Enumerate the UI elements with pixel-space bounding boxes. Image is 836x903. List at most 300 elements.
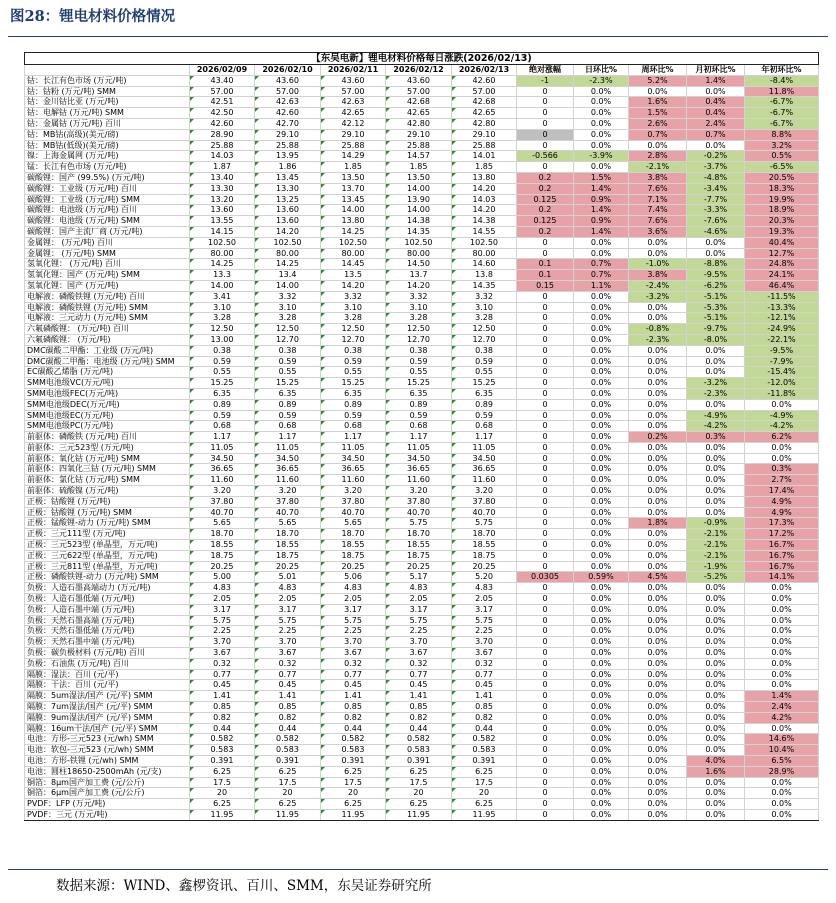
price-cell: 11.05 <box>190 442 255 453</box>
week-change-cell: 2.8% <box>629 151 687 162</box>
day-change-cell: 1.4% <box>574 205 629 216</box>
price-cell: 3.10 <box>452 302 517 313</box>
price-cell: 0.582 <box>452 734 517 745</box>
price-cell: 34.50 <box>321 453 386 464</box>
day-change-cell: 0.0% <box>574 529 629 540</box>
price-cell: 0.32 <box>386 658 452 669</box>
day-change-cell: -2.3% <box>574 75 629 86</box>
week-change-cell: 0.0% <box>629 496 687 507</box>
abs-change-cell: 0.125 <box>517 216 574 227</box>
week-change-cell: 0.7% <box>629 129 687 140</box>
month-change-cell: -4.6% <box>687 226 745 237</box>
price-cell: 0.89 <box>255 399 321 410</box>
ytd-change-cell: -15.4% <box>745 367 819 378</box>
table-row <box>25 313 819 324</box>
month-change-cell: -6.2% <box>687 280 745 291</box>
table-row <box>25 172 819 183</box>
row-label: 氢氧化锂：国产 (万元/吨) SMM <box>25 270 190 281</box>
price-cell: 6.25 <box>386 766 452 777</box>
price-cell: 0.82 <box>255 712 321 723</box>
price-cell: 3.70 <box>321 637 386 648</box>
price-cell: 42.63 <box>321 97 386 108</box>
price-cell: 3.32 <box>321 291 386 302</box>
table-row <box>25 442 819 453</box>
row-label: 负极：天然石墨低端 (万元/吨) <box>25 626 190 637</box>
abs-change-cell: 0 <box>517 507 574 518</box>
price-cell: 0.38 <box>452 345 517 356</box>
table-row <box>25 388 819 399</box>
ytd-change-cell: -6.5% <box>745 162 819 173</box>
abs-change-cell: 0.2 <box>517 183 574 194</box>
price-cell: 0.77 <box>452 669 517 680</box>
week-change-cell: 0.0% <box>629 702 687 713</box>
table-row <box>25 367 819 378</box>
header-cell: 月初环比% <box>687 65 745 76</box>
price-cell: 13.7 <box>386 270 452 281</box>
price-cell: 4.83 <box>452 583 517 594</box>
price-cell: 14.57 <box>386 151 452 162</box>
price-cell: 13.80 <box>452 172 517 183</box>
month-change-cell: 0.0% <box>687 745 745 756</box>
price-cell: 14.20 <box>255 226 321 237</box>
week-change-cell: 0.0% <box>629 615 687 626</box>
row-label: 负极：人造石墨低端 (万元/吨) <box>25 594 190 605</box>
table-row <box>25 162 819 173</box>
price-cell: 20 <box>452 788 517 799</box>
table-row <box>25 604 819 615</box>
price-cell: 6.25 <box>386 799 452 810</box>
price-cell: 5.06 <box>321 572 386 583</box>
month-change-cell: -1.9% <box>687 561 745 572</box>
abs-change-cell: 0 <box>517 518 574 529</box>
abs-change-cell: 0 <box>517 345 574 356</box>
price-cell: 20 <box>386 788 452 799</box>
week-change-cell: 3.8% <box>629 172 687 183</box>
price-cell: 0.59 <box>190 410 255 421</box>
ytd-change-cell: 0.0% <box>745 626 819 637</box>
week-change-cell: 0.0% <box>629 788 687 799</box>
price-cell: 3.28 <box>255 313 321 324</box>
day-change-cell: 0.0% <box>574 745 629 756</box>
month-change-cell: 0.0% <box>687 604 745 615</box>
price-cell: 3.70 <box>452 637 517 648</box>
week-change-cell: 0.0% <box>629 399 687 410</box>
abs-change-cell: 0 <box>517 496 574 507</box>
abs-change-cell: 0 <box>517 745 574 756</box>
price-cell: 13.25 <box>255 194 321 205</box>
price-cell: 29.10 <box>255 129 321 140</box>
price-cell: 0.59 <box>452 410 517 421</box>
price-cell: 102.50 <box>321 237 386 248</box>
month-change-cell: 0.4% <box>687 97 745 108</box>
month-change-cell: -5.3% <box>687 302 745 313</box>
price-cell: 14.00 <box>190 280 255 291</box>
price-cell: 6.25 <box>321 766 386 777</box>
price-cell: 0.77 <box>190 669 255 680</box>
price-cell: 29.10 <box>452 129 517 140</box>
price-cell: 3.32 <box>255 291 321 302</box>
table-row <box>25 302 819 313</box>
ytd-change-cell: 17.4% <box>745 486 819 497</box>
price-cell: 42.80 <box>452 118 517 129</box>
row-label: 金属锂： (万元/吨) SMM <box>25 248 190 259</box>
table-row <box>25 453 819 464</box>
price-cell: 13.50 <box>321 172 386 183</box>
price-cell: 15.25 <box>255 378 321 389</box>
table-row <box>25 691 819 702</box>
month-change-cell: 0.4% <box>687 108 745 119</box>
row-label: 氢氧化锂： (万元/吨) 百川 <box>25 259 190 270</box>
day-change-cell: 0.0% <box>574 809 629 820</box>
row-label: 锰：长江有色市场 (万元/吨) <box>25 162 190 173</box>
week-change-cell: -0.8% <box>629 324 687 335</box>
price-cell: 14.25 <box>321 226 386 237</box>
week-change-cell: 7.1% <box>629 194 687 205</box>
price-cell: 6.25 <box>255 799 321 810</box>
row-label: SMM电池级EC(万元/吨) <box>25 410 190 421</box>
table-row <box>25 75 819 86</box>
day-change-cell: 0.0% <box>574 540 629 551</box>
price-cell: 42.65 <box>386 108 452 119</box>
price-cell: 37.80 <box>452 496 517 507</box>
row-label: 铜箔：8μm国产加工费 (元/公斤) <box>25 777 190 788</box>
ytd-change-cell: 19.9% <box>745 194 819 205</box>
row-label: SMM电池级FEC(万元/吨) <box>25 388 190 399</box>
table-row <box>25 291 819 302</box>
week-change-cell: 0.0% <box>629 604 687 615</box>
day-change-cell: 0.0% <box>574 432 629 443</box>
month-change-cell: 0.0% <box>687 140 745 151</box>
ytd-change-cell: -8.4% <box>745 75 819 86</box>
ytd-change-cell: -13.3% <box>745 302 819 313</box>
price-cell: 0.89 <box>190 399 255 410</box>
ytd-change-cell: 0.0% <box>745 680 819 691</box>
price-cell: 3.17 <box>190 604 255 615</box>
price-cell: 34.50 <box>452 453 517 464</box>
week-change-cell: 0.0% <box>629 756 687 767</box>
price-cell: 4.83 <box>255 583 321 594</box>
ytd-change-cell: 16.7% <box>745 550 819 561</box>
abs-change-cell: 0 <box>517 734 574 745</box>
price-cell: 0.582 <box>386 734 452 745</box>
price-cell: 25.88 <box>321 140 386 151</box>
price-cell: 0.82 <box>386 712 452 723</box>
price-cell: 80.00 <box>190 248 255 259</box>
price-cell: 80.00 <box>321 248 386 259</box>
price-cell: 3.20 <box>190 486 255 497</box>
price-cell: 0.59 <box>255 356 321 367</box>
price-cell: 14.60 <box>452 259 517 270</box>
abs-change-cell: 0 <box>517 248 574 259</box>
price-cell: 3.41 <box>190 291 255 302</box>
day-change-cell: 0.0% <box>574 626 629 637</box>
price-cell: 36.65 <box>386 464 452 475</box>
abs-change-cell: 0 <box>517 388 574 399</box>
table-row <box>25 637 819 648</box>
price-cell: 40.70 <box>255 507 321 518</box>
ytd-change-cell: -6.7% <box>745 97 819 108</box>
header-cell: 2026/02/12 <box>386 65 452 76</box>
row-label: 电池：方形-三元523 (元/wh) SMM <box>25 734 190 745</box>
abs-change-cell: 0 <box>517 594 574 605</box>
price-cell: 37.80 <box>321 496 386 507</box>
price-cell: 14.29 <box>321 151 386 162</box>
row-label: 负极：天然石墨高端 (万元/吨) <box>25 615 190 626</box>
ytd-change-cell: 0.5% <box>745 151 819 162</box>
price-cell: 15.25 <box>386 378 452 389</box>
price-cell: 3.20 <box>255 486 321 497</box>
ytd-change-cell: -6.7% <box>745 118 819 129</box>
price-cell: 18.75 <box>190 550 255 561</box>
day-change-cell: 0.0% <box>574 129 629 140</box>
price-cell: 18.70 <box>190 529 255 540</box>
day-change-cell: 0.0% <box>574 691 629 702</box>
price-cell: 11.95 <box>452 809 517 820</box>
price-cell: 34.50 <box>190 453 255 464</box>
month-change-cell: -3.3% <box>687 205 745 216</box>
month-change-cell: 0.0% <box>687 658 745 669</box>
price-cell: 13.80 <box>321 216 386 227</box>
row-label: 前驱体：三元523型 (万元/吨) <box>25 442 190 453</box>
day-change-cell: 0.0% <box>574 97 629 108</box>
abs-change-cell: 0 <box>517 237 574 248</box>
ytd-change-cell: 46.4% <box>745 280 819 291</box>
day-change-cell: 0.0% <box>574 680 629 691</box>
day-change-cell: 0.0% <box>574 648 629 659</box>
week-change-cell: 0.0% <box>629 86 687 97</box>
week-change-cell: 5.2% <box>629 75 687 86</box>
price-cell: 25.88 <box>255 140 321 151</box>
table-row <box>25 399 819 410</box>
price-cell: 18.70 <box>386 529 452 540</box>
week-change-cell: 0.0% <box>629 799 687 810</box>
price-table <box>24 52 819 821</box>
row-label: 前驱体：磷酸铁 (万元/吨) 百川 <box>25 432 190 443</box>
abs-change-cell: 0 <box>517 680 574 691</box>
row-label: 金属锂： (万元/吨) 百川 <box>25 237 190 248</box>
price-cell: 0.583 <box>190 745 255 756</box>
price-cell: 0.45 <box>190 680 255 691</box>
week-change-cell: 0.0% <box>629 388 687 399</box>
price-cell: 18.55 <box>190 540 255 551</box>
table-row <box>25 259 819 270</box>
price-cell: 13.95 <box>255 151 321 162</box>
price-cell: 5.75 <box>190 615 255 626</box>
table-row <box>25 216 819 227</box>
day-change-cell: 0.0% <box>574 248 629 259</box>
price-cell: 0.582 <box>255 734 321 745</box>
ytd-change-cell: -12.1% <box>745 313 819 324</box>
price-cell: 1.41 <box>190 691 255 702</box>
price-cell: 13.45 <box>321 194 386 205</box>
table-row <box>25 140 819 151</box>
top-rule <box>8 36 828 37</box>
month-change-cell: -2.1% <box>687 529 745 540</box>
week-change-cell: 1.8% <box>629 518 687 529</box>
price-cell: 6.35 <box>321 388 386 399</box>
day-change-cell: 0.0% <box>574 453 629 464</box>
price-cell: 1.17 <box>386 432 452 443</box>
abs-change-cell: 0 <box>517 637 574 648</box>
price-cell: 57.00 <box>190 86 255 97</box>
price-cell: 12.50 <box>190 324 255 335</box>
month-change-cell: 4.0% <box>687 756 745 767</box>
week-change-cell: 0.0% <box>629 680 687 691</box>
table-row <box>25 723 819 734</box>
price-cell: 15.25 <box>452 378 517 389</box>
price-cell: 0.32 <box>321 658 386 669</box>
day-change-cell: 1.5% <box>574 172 629 183</box>
abs-change-cell: 0 <box>517 712 574 723</box>
row-label: 铜箔：6μm国产加工费 (元/公斤) <box>25 788 190 799</box>
month-change-cell: 0.0% <box>687 637 745 648</box>
table-row <box>25 777 819 788</box>
price-cell: 11.60 <box>255 475 321 486</box>
week-change-cell: 0.0% <box>629 723 687 734</box>
price-cell: 20.25 <box>321 561 386 572</box>
day-change-cell: 0.0% <box>574 496 629 507</box>
month-change-cell: -3.2% <box>687 378 745 389</box>
price-cell: 18.70 <box>452 529 517 540</box>
day-change-cell: 0.0% <box>574 313 629 324</box>
row-label: DMC碳酸二甲酯：电池级 (万元/吨) SMM <box>25 356 190 367</box>
price-cell: 25.88 <box>452 140 517 151</box>
abs-change-cell: 0 <box>517 324 574 335</box>
week-change-cell: 0.0% <box>629 367 687 378</box>
price-cell: 14.00 <box>255 280 321 291</box>
price-cell: 6.25 <box>255 766 321 777</box>
price-cell: 5.75 <box>321 615 386 626</box>
price-cell: 1.17 <box>255 432 321 443</box>
row-label: 隔膜：湿法：百川 (元/平) <box>25 669 190 680</box>
price-cell: 3.67 <box>190 648 255 659</box>
week-change-cell: 0.0% <box>629 140 687 151</box>
price-cell: 0.85 <box>255 702 321 713</box>
price-cell: 36.65 <box>190 464 255 475</box>
day-change-cell: 0.0% <box>574 475 629 486</box>
abs-change-cell: 0 <box>517 777 574 788</box>
abs-change-cell: 0 <box>517 108 574 119</box>
price-cell: 5.17 <box>386 572 452 583</box>
price-cell: 0.85 <box>321 702 386 713</box>
month-change-cell: 1.4% <box>687 75 745 86</box>
price-cell: 0.68 <box>255 421 321 432</box>
month-change-cell: 0.7% <box>687 129 745 140</box>
price-cell: 6.25 <box>190 766 255 777</box>
price-cell: 0.77 <box>255 669 321 680</box>
day-change-cell: 0.0% <box>574 399 629 410</box>
price-cell: 0.391 <box>386 756 452 767</box>
price-cell: 36.65 <box>255 464 321 475</box>
price-cell: 3.67 <box>321 648 386 659</box>
table-row <box>25 280 819 291</box>
table-row <box>25 529 819 540</box>
price-cell: 36.65 <box>452 464 517 475</box>
day-change-cell: 0.0% <box>574 518 629 529</box>
price-cell: 14.20 <box>452 183 517 194</box>
abs-change-cell: 0 <box>517 162 574 173</box>
row-label: 前驱体：氧化钴 (万元/吨) SMM <box>25 453 190 464</box>
table-row <box>25 583 819 594</box>
week-change-cell: 0.0% <box>629 313 687 324</box>
price-cell: 2.25 <box>321 626 386 637</box>
table-row <box>25 410 819 421</box>
header-cell: 2026/02/09 <box>190 65 255 76</box>
price-cell: 2.05 <box>255 594 321 605</box>
price-cell: 0.38 <box>321 345 386 356</box>
ytd-change-cell: 17.3% <box>745 518 819 529</box>
row-label: 负极：碳负极材料 (万元/吨) 百川 <box>25 648 190 659</box>
price-cell: 102.50 <box>452 237 517 248</box>
table-row <box>25 421 819 432</box>
table-row <box>25 745 819 756</box>
price-cell: 3.67 <box>386 648 452 659</box>
row-label: 隔膜：16um干法/国产 (元/平) SMM <box>25 723 190 734</box>
ytd-change-cell: 17.2% <box>745 529 819 540</box>
price-cell: 3.10 <box>190 302 255 313</box>
row-label: 钴：MB钴(高级)(美元/磅) <box>25 129 190 140</box>
month-change-cell: 0.0% <box>687 734 745 745</box>
price-cell: 14.00 <box>321 205 386 216</box>
row-label: 氢氧化锂：国产 (万元/吨) <box>25 280 190 291</box>
ytd-change-cell: 10.4% <box>745 745 819 756</box>
week-change-cell: 3.6% <box>629 226 687 237</box>
row-label: 钴：长江有色市场 (万元/吨) <box>25 75 190 86</box>
price-cell: 13.4 <box>255 270 321 281</box>
month-change-cell: -4.2% <box>687 421 745 432</box>
day-change-cell: 0.0% <box>574 442 629 453</box>
table-row <box>25 97 819 108</box>
price-cell: 18.70 <box>255 529 321 540</box>
price-cell: 20.25 <box>255 561 321 572</box>
abs-change-cell: 0 <box>517 421 574 432</box>
day-change-cell: 0.0% <box>574 237 629 248</box>
price-cell: 17.5 <box>255 777 321 788</box>
abs-change-cell: 0 <box>517 529 574 540</box>
abs-change-cell: 0 <box>517 118 574 129</box>
day-change-cell: 0.0% <box>574 421 629 432</box>
month-change-cell: 0.0% <box>687 809 745 820</box>
row-label: 负极：人造石墨中端 (万元/吨) <box>25 604 190 615</box>
day-change-cell: 0.0% <box>574 464 629 475</box>
month-change-cell: 0.0% <box>687 723 745 734</box>
table-row <box>25 356 819 367</box>
price-cell: 3.17 <box>386 604 452 615</box>
month-change-cell: 0.0% <box>687 367 745 378</box>
price-cell: 14.20 <box>386 280 452 291</box>
price-cell: 0.85 <box>452 702 517 713</box>
week-change-cell: 0.0% <box>629 777 687 788</box>
price-cell: 5.65 <box>255 518 321 529</box>
month-change-cell: -3.4% <box>687 183 745 194</box>
abs-change-cell: 0 <box>517 550 574 561</box>
abs-change-cell: 0 <box>517 453 574 464</box>
price-cell: 0.32 <box>452 658 517 669</box>
week-change-cell: 0.0% <box>629 745 687 756</box>
header-cell: 日环比% <box>574 65 629 76</box>
ytd-change-cell: 2.4% <box>745 702 819 713</box>
ytd-change-cell: 0.0% <box>745 583 819 594</box>
price-cell: 18.70 <box>321 529 386 540</box>
price-cell: 0.59 <box>386 356 452 367</box>
day-change-cell: 0.0% <box>574 324 629 335</box>
month-change-cell: 0.0% <box>687 799 745 810</box>
month-change-cell: 0.0% <box>687 583 745 594</box>
price-cell: 3.32 <box>452 291 517 302</box>
abs-change-cell: 0 <box>517 475 574 486</box>
ytd-change-cell: -9.5% <box>745 345 819 356</box>
week-change-cell: 2.6% <box>629 118 687 129</box>
